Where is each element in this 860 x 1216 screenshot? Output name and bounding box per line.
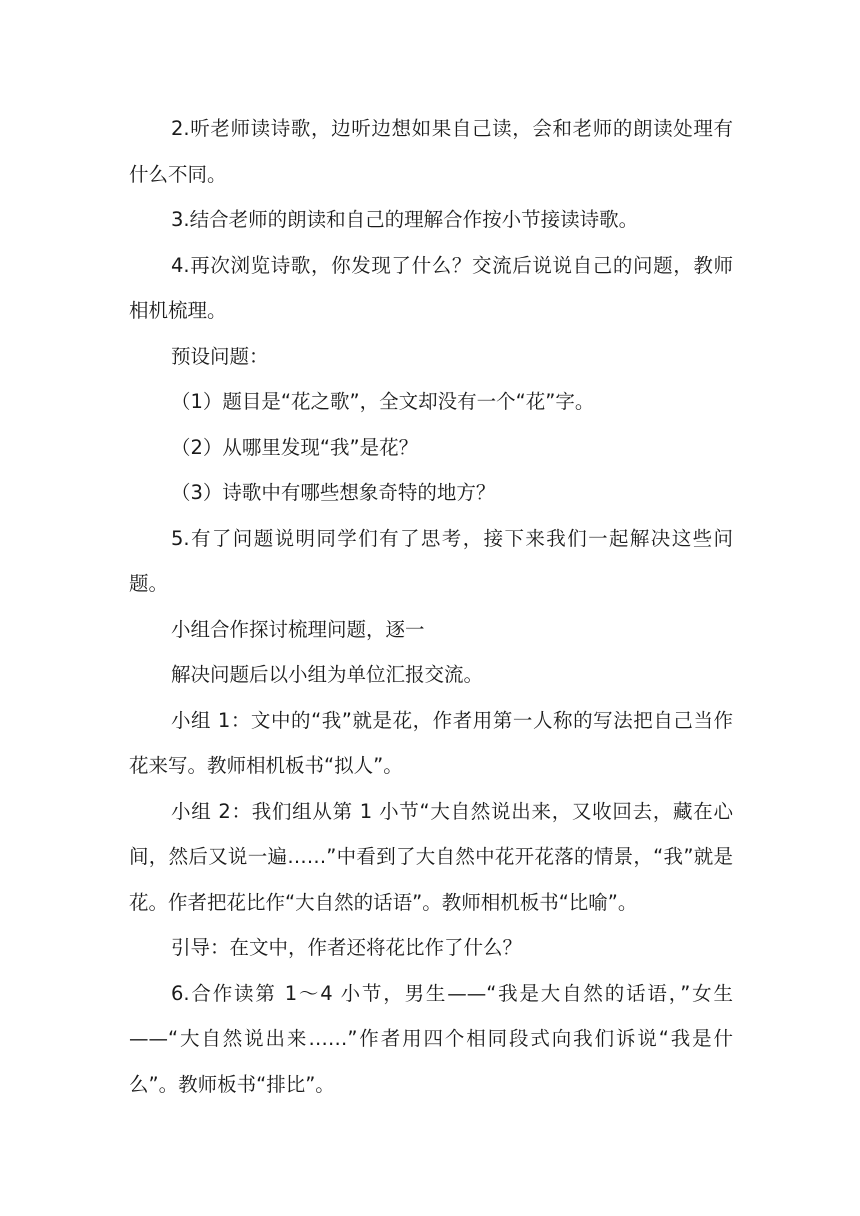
paragraph-guidance: 引导：在文中，作者还将花比作了什么？ [171,936,523,959]
paragraph-question-3: （3）诗歌中有哪些想象奇特的地方？ [171,481,496,504]
paragraph-step-3: 3.结合老师的朗读和自己的理解合作按小节接读诗歌。 [171,208,639,231]
paragraph-group-report: 解决问题后以小组为单位汇报交流。 [171,663,484,686]
document-body [129,106,733,1107]
paragraph-preset-questions-heading: 预设问题： [171,344,269,368]
paragraph-question-1: （1）题目是“花之歌”，全文却没有一个“花”字。 [171,390,595,413]
paragraph-step-2: 2.听老师读诗歌，边听边想如果自己读，会和老师的朗读处理有什么不同。 [129,117,733,186]
paragraph-step-4: 4.再次浏览诗歌，你发现了什么？交流后说说自己的问题，教师相机梳理。 [129,253,733,322]
paragraph-group-2: 小组 2：我们组从第 1 小节“大自然说出来，又收回去，藏在心间，然后又说一遍……”中看到了大自然中花开花落的情景，“我”就是花。作者把花比作“大自然的话语”。教师相机板书“比喻”。 [129,799,733,914]
paragraph-step-6: 6.合作读第 1～4 小节，男生——“我是大自然的话语，”女生——“大自然说出来……”作者用四个相同段式向我们诉说“我是什么”。教师板书“排比”。 [129,981,733,1096]
paragraph-group-1: 小组 1：文中的“我”就是花，作者用第一人称的写法把自己当作花来写。教师相机板书“拟人”。 [129,708,733,777]
paragraph-group-discussion: 小组合作探讨梳理问题，逐一 [171,617,425,641]
paragraph-step-5: 5.有了问题说明同学们有了思考，接下来我们一起解决这些问题。 [129,526,733,595]
paragraph-question-2: （2）从哪里发现“我”是花？ [171,435,419,459]
